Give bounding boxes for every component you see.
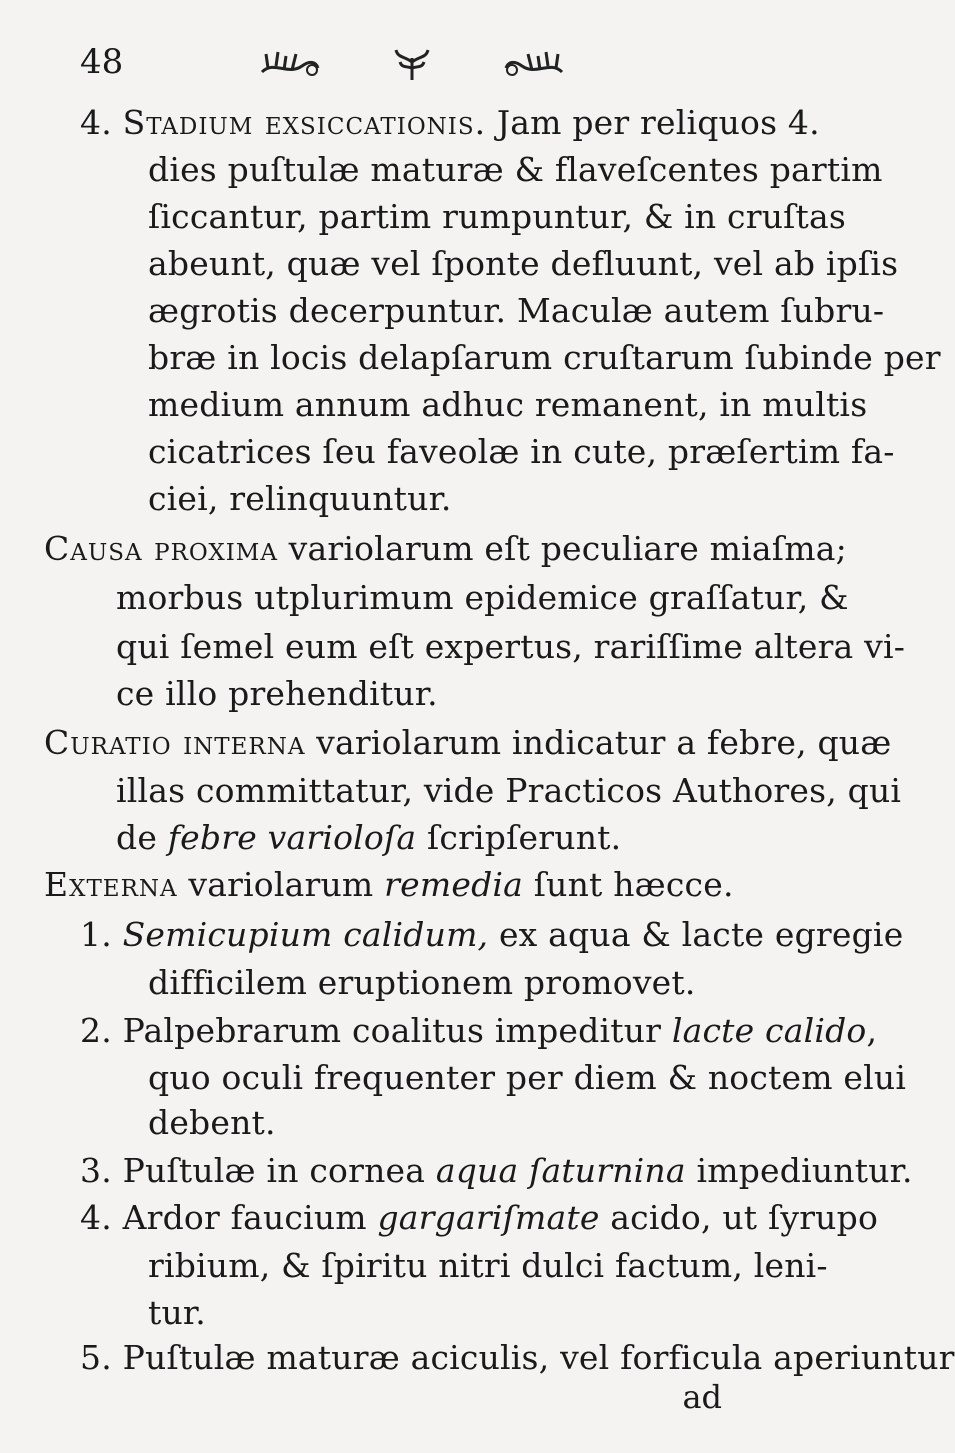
section-heading: Causa proxima [44,529,278,568]
text-fragment: variolarum eſt peculiare miaſma; [288,529,847,568]
italic-term: febre varioloſa [167,818,417,857]
text-fragment: variolarum indicatur a febre, quæ [316,723,892,762]
italic-term: lacte calido [671,1011,867,1050]
text-line: ce illo prehenditur. [116,674,438,713]
section-marker: 4. [80,103,112,142]
page-number: 48 [80,42,124,82]
text-line: illas committatur, vide Practicos Authores, qui [116,771,902,810]
text-fragment: Puſtulæ maturæ aciculis, vel forficula aperiuntur [122,1338,955,1377]
text-line: difficilem eruptionem promovet. [148,963,696,1002]
text-fragment: Puſtulæ in cornea [122,1151,426,1190]
item-number: 4. [80,1198,112,1237]
curatio-interna-first-line [44,723,891,763]
text-fragment: variolarum [188,865,374,904]
italic-term: gargariſmate [377,1198,600,1237]
text-line: ſiccantur, partim rumpuntur, & in cruſtas [148,197,847,236]
externa-line [44,865,734,905]
text-fragment: ſunt hæcce. [533,865,734,904]
list-item [80,915,903,955]
text-line: qui ſemel eum eſt expertus, rariſſime altera vi- [116,627,906,666]
leaf-spray-ornament-left-icon [258,44,322,84]
text-fragment: acido, ut ſyrupo [610,1198,879,1237]
page-header [80,42,780,102]
text-fragment: ex aqua & lacte egregie [498,915,904,954]
text-line: ægrotis decerpuntur. Maculæ autem ſubru- [148,291,885,330]
item-number: 5. [80,1338,112,1377]
text-line: morbus utplurimum epidemice graſſatur, & [116,578,849,617]
stadium-exsiccationis-first-line [80,103,820,143]
item-number: 2. [80,1011,112,1050]
catchword: ad [682,1378,722,1416]
text-line: ciei, relinquuntur. [148,479,452,518]
text-line: medium annum adhuc remanent, in multis [148,385,868,424]
italic-term: Semicupium calidum, [122,915,489,954]
text-line: dies puſtulæ maturæ & flaveſcentes partim [148,150,883,189]
list-item [80,1338,955,1378]
text-fragment: Jam per reliquos 4. [496,103,820,142]
section-heading: Stadium exsiccationis. [122,103,487,142]
text-fragment: impediuntur. [696,1151,913,1190]
section-heading: Curatio interna [44,723,306,762]
text-line [116,818,621,858]
text-fragment: , [866,1011,878,1050]
list-item [80,1151,913,1191]
text-fragment: Palpebrarum coalitus impeditur [122,1011,662,1050]
list-item [80,1011,877,1051]
causa-proxima-first-line [44,529,847,569]
italic-term: aqua ſaturnina [435,1151,686,1190]
text-line: bræ in locis delapſarum cruſtarum ſubinde per [148,338,941,377]
text-fragment: ſcripſerunt. [426,818,622,857]
text-line: ribium, & ſpiritu nitri dulci factum, leni- [148,1246,828,1285]
leaf-spray-ornament-right-icon [500,44,566,84]
item-number: 3. [80,1151,112,1190]
section-heading: Externa [44,865,178,904]
text-line: abeunt, quæ vel ſponte defluunt, vel ab ipſis [148,244,899,283]
item-number: 1. [80,915,112,954]
list-item [80,1198,878,1238]
text-line: debent. [148,1103,276,1142]
text-fragment: de [116,818,158,857]
text-line: tur. [148,1293,206,1332]
text-fragment: Ardor faucium [122,1198,367,1237]
text-line: cicatrices ſeu faveolæ in cute, præſertim fa- [148,432,895,471]
text-line: quo oculi frequenter per diem & noctem elui [148,1058,907,1097]
leaf-spray-ornament-center-icon [390,44,434,84]
italic-term: remedia [384,865,524,904]
